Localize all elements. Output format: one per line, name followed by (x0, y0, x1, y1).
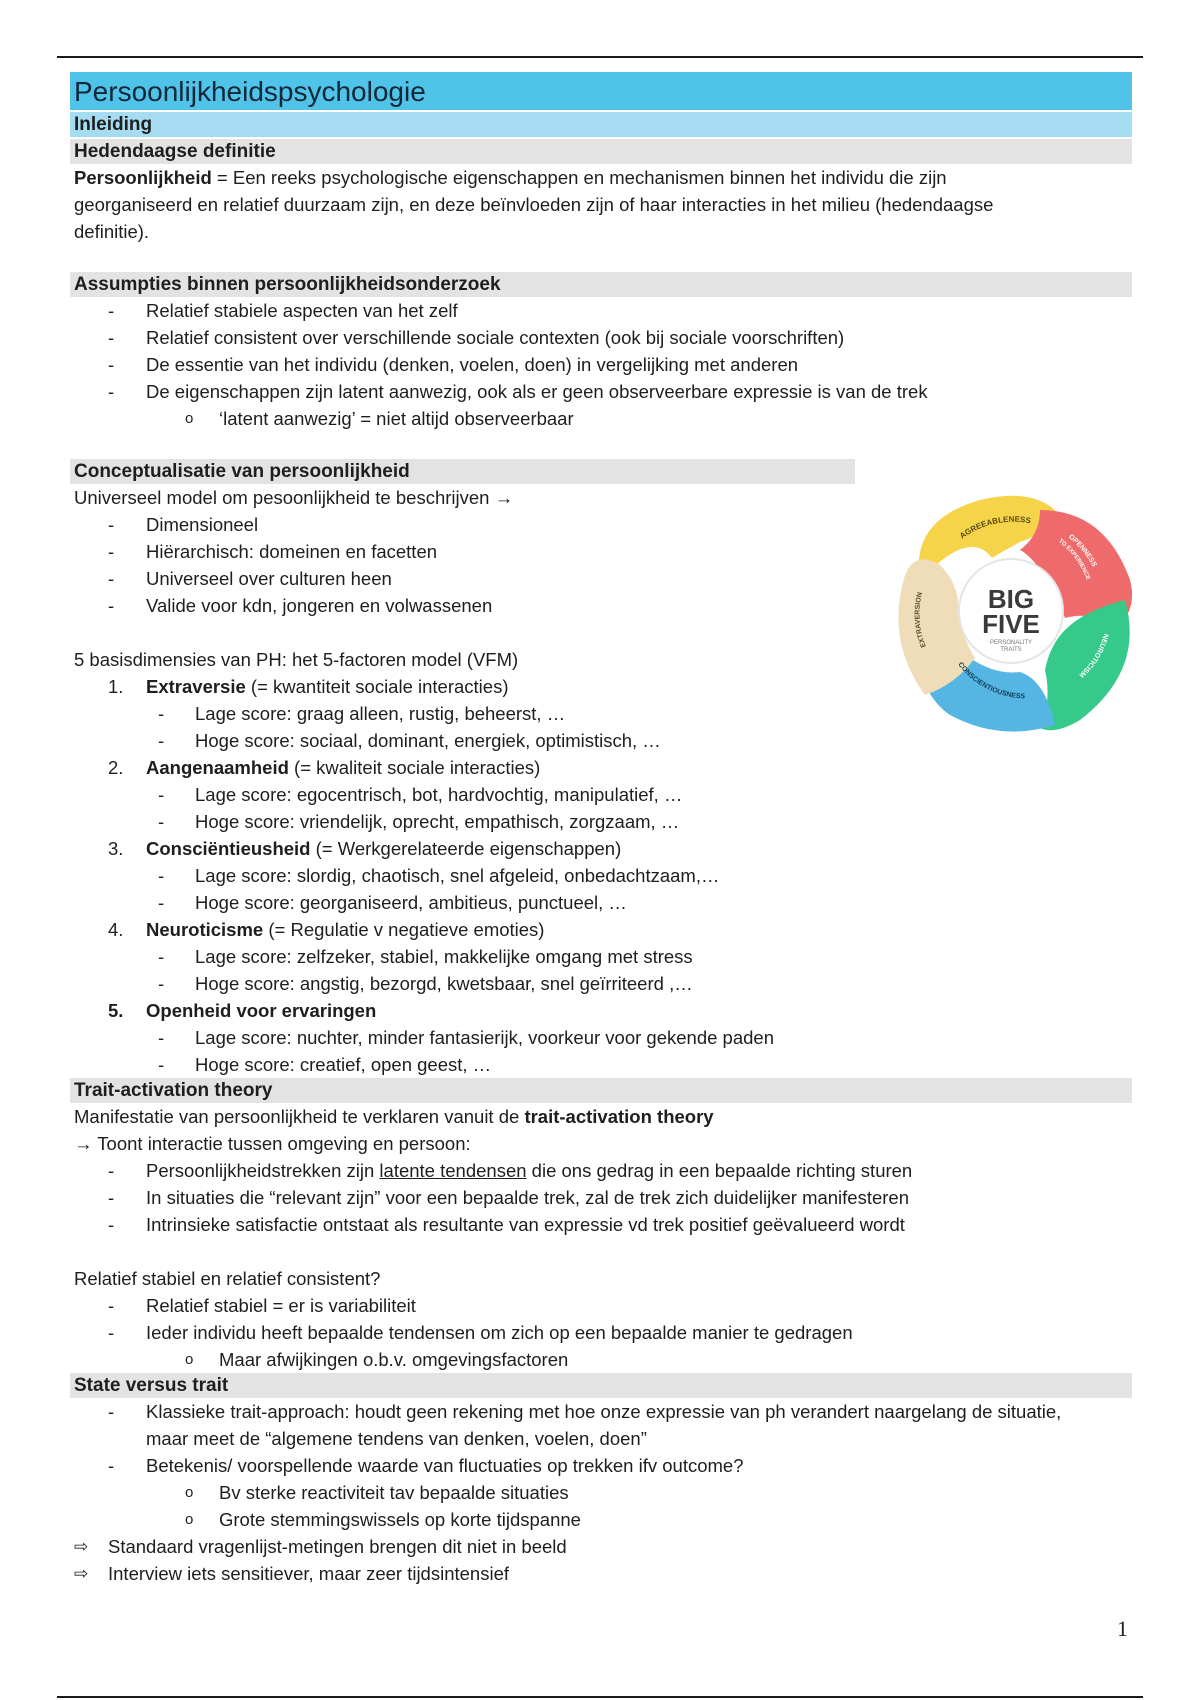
factor-item: 3. Consciëntieusheid (= Werkgerelateerde eigenschappen) (108, 838, 622, 859)
personality-label: PERSONALITY (989, 640, 1033, 646)
definition-line-1: Persoonlijkheid = Een reeks psychologische eigenschappen en mechanismen binnen het individu die zijn (74, 167, 947, 188)
list-item: - Lage score: egocentrisch, bot, hardvochtig, manipulatief, … (70, 781, 1132, 808)
bottom-rule (57, 1696, 1143, 1698)
list-item: - Relatief stabiele aspecten van het zelf (70, 297, 1132, 324)
trait-activation-heading: Trait-activation theory (70, 1078, 1132, 1103)
hedendaagse-heading: Hedendaagse definitie (70, 139, 1132, 164)
list-item: - Ieder individu heeft bepaalde tendensen om zich op een bepaalde manier te gedragen (70, 1319, 1132, 1346)
definition-term: Persoonlijkheid (74, 167, 212, 188)
list-item: - Klassieke trait-approach: houdt geen rekening met hoe onze expressie van ph verandert naargelang de situatie, maar meet de “algemene tendens van denken, voelen, doen” (70, 1398, 1132, 1452)
list-item: - Lage score: nuchter, minder fantasierijk, voorkeur voor gekende paden (70, 1024, 1132, 1051)
state-trait-heading: State versus trait (70, 1373, 1132, 1398)
five-label: FIVE (982, 609, 1040, 639)
list-item: - Relatief consistent over verschillende sociale contexten (ook bij sociale voorschriften) (70, 324, 1132, 351)
vfm-intro: 5 basisdimensies van PH: het 5-factoren model (VFM) (74, 649, 519, 670)
trait-activation-intro: Manifestatie van persoonlijkheid te verklaren vanuit de trait-activation theory (74, 1106, 714, 1127)
big-five-wheel (880, 480, 1142, 742)
list-item: - Lage score: graag alleen, rustig, beheerst, … (70, 700, 1132, 727)
list-item: - Hoge score: angstig, bezorgd, kwetsbaar, snel geïrriteerd ,… (70, 970, 1132, 997)
list-item: - De essentie van het individu (denken, voelen, doen) in vergelijking met anderen (70, 351, 1132, 378)
state-trait-conclusions (70, 1533, 1132, 1587)
conceptualisatie-intro: Universeel model om pesoonlijkheid te beschrijven → (74, 487, 514, 508)
list-item: - Dimensioneel (70, 511, 1132, 538)
document-title: Persoonlijkheidspsychologie (70, 72, 1132, 110)
list-item: o Grote stemmingswissels op korte tijdspanne (70, 1506, 1132, 1533)
page-number: 1 (1117, 1616, 1128, 1641)
list-item: o Bv sterke reactiviteit tav bepaalde situaties (70, 1479, 1132, 1506)
assumpties-sublist (70, 405, 1132, 432)
list-item: o ‘latent aanwezig’ = niet altijd observeerbaar (70, 405, 1132, 432)
list-item: ⇨ Standaard vragenlijst-metingen brengen dit niet in beeld (70, 1533, 1132, 1560)
list-item: - Betekenis/ voorspellende waarde van fluctuaties op trekken ifv outcome? (70, 1452, 1132, 1479)
neuroticism-label: NEUROTICISM (1077, 632, 1110, 679)
list-item: ⇨ Interview iets sensitiever, maar zeer tijdsintensief (70, 1560, 1132, 1587)
list-item: - Relatief stabiel = er is variabiliteit (70, 1292, 1132, 1319)
list-item: - Hiërarchisch: domeinen en facetten (70, 538, 1132, 565)
list-item: o Maar afwijkingen o.b.v. omgevingsfactoren (70, 1346, 1132, 1373)
trait-activation-list (70, 1157, 1132, 1238)
list-item: - Hoge score: georganiseerd, ambitieus, punctueel, … (70, 889, 1132, 916)
openness-sub-label: TO EXPERIENCE (1057, 538, 1091, 581)
assumpties-list (70, 297, 1132, 405)
state-trait-list (70, 1398, 1132, 1479)
list-item: - De eigenschappen zijn latent aanwezig, ook als er geen observeerbare expressie is van de trek (70, 378, 1132, 405)
conscientiousness-label: CONSCIENTIOUSNESS (956, 661, 1026, 701)
list-item: - In situaties die “relevant zijn” voor een bepaalde trek, zal de trek zich duidelijker manifesteren (70, 1184, 1132, 1211)
top-rule (57, 56, 1143, 58)
extraversion-label: EXTRAVERSION (914, 591, 928, 649)
factor-item: 4. Neuroticisme (= Regulatie v negatieve emoties) (108, 919, 545, 940)
list-item: - Valide voor kdn, jongeren en volwassenen (70, 592, 1132, 619)
definition-line-2: georganiseerd en relatief duurzaam zijn, en deze beïnvloeden zijn of haar interacties in het milieu (hedendaagse (74, 194, 994, 215)
agreeableness-label: AGREEABLENESS (957, 514, 1032, 541)
list-item: - Hoge score: sociaal, dominant, energiek, optimistisch, … (70, 727, 1132, 754)
factor-item: 5. Openheid voor ervaringen (108, 1000, 377, 1021)
list-item: - Intrinsieke satisfactie ontstaat als resultante van expressie vd trek positief geëvalueerd wordt (70, 1211, 1132, 1238)
definition-line-3: definitie). (74, 221, 150, 242)
list-item: - Hoge score: vriendelijk, oprecht, empathisch, zorgzaam, … (70, 808, 1132, 835)
list-item: - Lage score: slordig, chaotisch, snel afgeleid, onbedachtzaam,… (70, 862, 1132, 889)
inleiding-heading: Inleiding (70, 112, 1132, 137)
stability-question: Relatief stabiel en relatief consistent? (74, 1268, 381, 1289)
list-item: - Hoge score: creatief, open geest, … (70, 1051, 1132, 1078)
trait-activation-arrow-line: → Toont interactie tussen omgeving en persoon: (74, 1133, 471, 1154)
list-item: - Persoonlijkheidstrekken zijn latente tendensen die ons gedrag in een bepaalde richting sturen (70, 1157, 1132, 1184)
stability-list (70, 1292, 1132, 1346)
list-item: - Universeel over culturen heen (70, 565, 1132, 592)
factor-item: 1. Extraversie (= kwantiteit sociale interacties) (108, 676, 509, 697)
document-page (70, 72, 1132, 1587)
assumpties-heading: Assumpties binnen persoonlijkheidsonderzoek (70, 272, 1132, 297)
list-item: - Lage score: zelfzeker, stabiel, makkelijke omgang met stress (70, 943, 1132, 970)
big-label: BIG (987, 584, 1035, 614)
openness-label: OPENNESS (1067, 533, 1098, 569)
traits-label: TRAITS (1000, 647, 1022, 653)
conceptualisatie-heading: Conceptualisatie van persoonlijkheid (70, 459, 855, 484)
factor-item: 2. Aangenaamheid (= kwaliteit sociale interacties) (108, 757, 541, 778)
